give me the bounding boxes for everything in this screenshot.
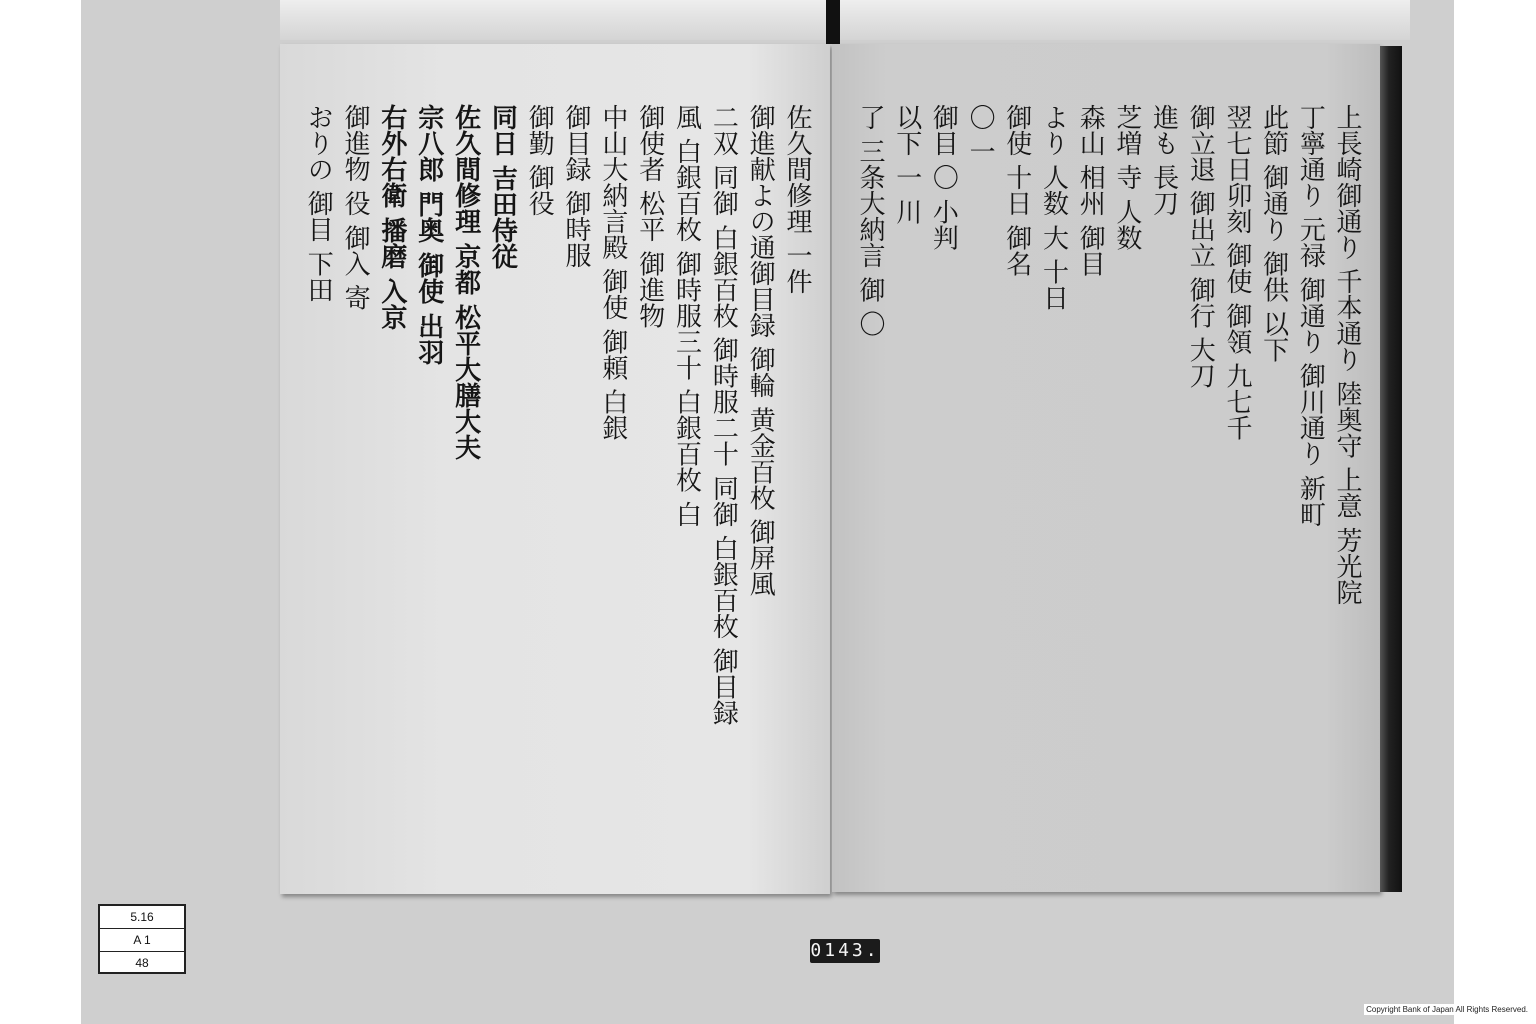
right-page-column-13: 以下 一 川	[891, 104, 922, 225]
right-page-column-2: 丁寧通り 元禄 御通り 御川通り 新町	[1295, 104, 1326, 528]
stamp-row-1: 5.16	[100, 906, 184, 929]
left-page-text	[288, 104, 822, 854]
right-page-column-3: 此節 御通り 御供 以下	[1258, 104, 1289, 363]
right-page-column-14: 了 三条大納言 御 〇	[855, 104, 886, 337]
right-page-column-7: 芝増 寺 人数	[1111, 104, 1142, 251]
copyright-notice: Copyright Bank of Japan All Rights Reserved.	[1366, 1005, 1528, 1014]
right-page-column-12: 御目 〇 小判	[928, 104, 959, 251]
left-page-column-7: 御目録 御時服	[561, 104, 592, 269]
right-page-column-8: 森山 相州 御目	[1075, 104, 1106, 277]
right-page-column-6: 進も 長刀	[1148, 104, 1179, 217]
right-page	[832, 44, 1380, 892]
left-page-column-11: 宗八郎 門奥 御使 出羽	[413, 104, 444, 366]
left-page-column-5: 御使者 松平 御進物	[634, 104, 665, 329]
right-page-column-4: 翌七日卯刻 御使 御領 九七千	[1221, 104, 1252, 441]
left-page-column-4: 風 白銀百枚 御時服三十 白銀百枚 白	[671, 104, 702, 528]
left-page	[280, 44, 830, 894]
left-page-column-14: おりの 御目 下田	[303, 104, 334, 303]
left-page-column-3: 二双 同御 白銀百枚 御時服二十 同御 白銀百枚 御目録	[708, 104, 739, 726]
right-page-column-1: 上長崎御通り 千本通り 陸奥守 上意 芳光院	[1332, 104, 1362, 606]
stamp-row-3: 48	[135, 956, 149, 970]
right-page-column-9: より 人数 大 十日	[1038, 104, 1069, 311]
book-spine	[826, 0, 840, 44]
left-page-column-9: 同日 吉田侍従	[487, 104, 518, 270]
left-page-column-1: 佐久間修理 一件	[782, 104, 812, 295]
book-fore-edge	[1380, 46, 1402, 892]
left-page-column-2: 御進献よの通御目録 御輪 黄金百枚 御屏風	[745, 104, 776, 597]
archive-stamp	[98, 904, 186, 974]
page-top-shadow	[280, 0, 1410, 40]
left-page-column-12: 右外右衛 播磨 入京	[376, 104, 407, 331]
left-page-column-6: 中山大納言殿 御使 御頼 白銀	[597, 104, 628, 441]
left-page-column-10: 佐久間修理 京都 松平大膳大夫	[450, 104, 481, 461]
right-page-column-10: 御使 十日 御名	[1001, 104, 1032, 277]
right-page-text	[840, 104, 1372, 852]
stamp-row-2: A 1	[100, 929, 184, 952]
left-page-column-8: 御勤 御役	[524, 104, 555, 217]
left-page-column-13: 御進物 役 御入 寄	[340, 104, 371, 311]
right-page-column-5: 御立退 御出立 御行 大刀	[1185, 104, 1216, 389]
right-page-column-11: 〇 一	[965, 104, 996, 165]
frame-number: 0143.	[810, 940, 880, 961]
